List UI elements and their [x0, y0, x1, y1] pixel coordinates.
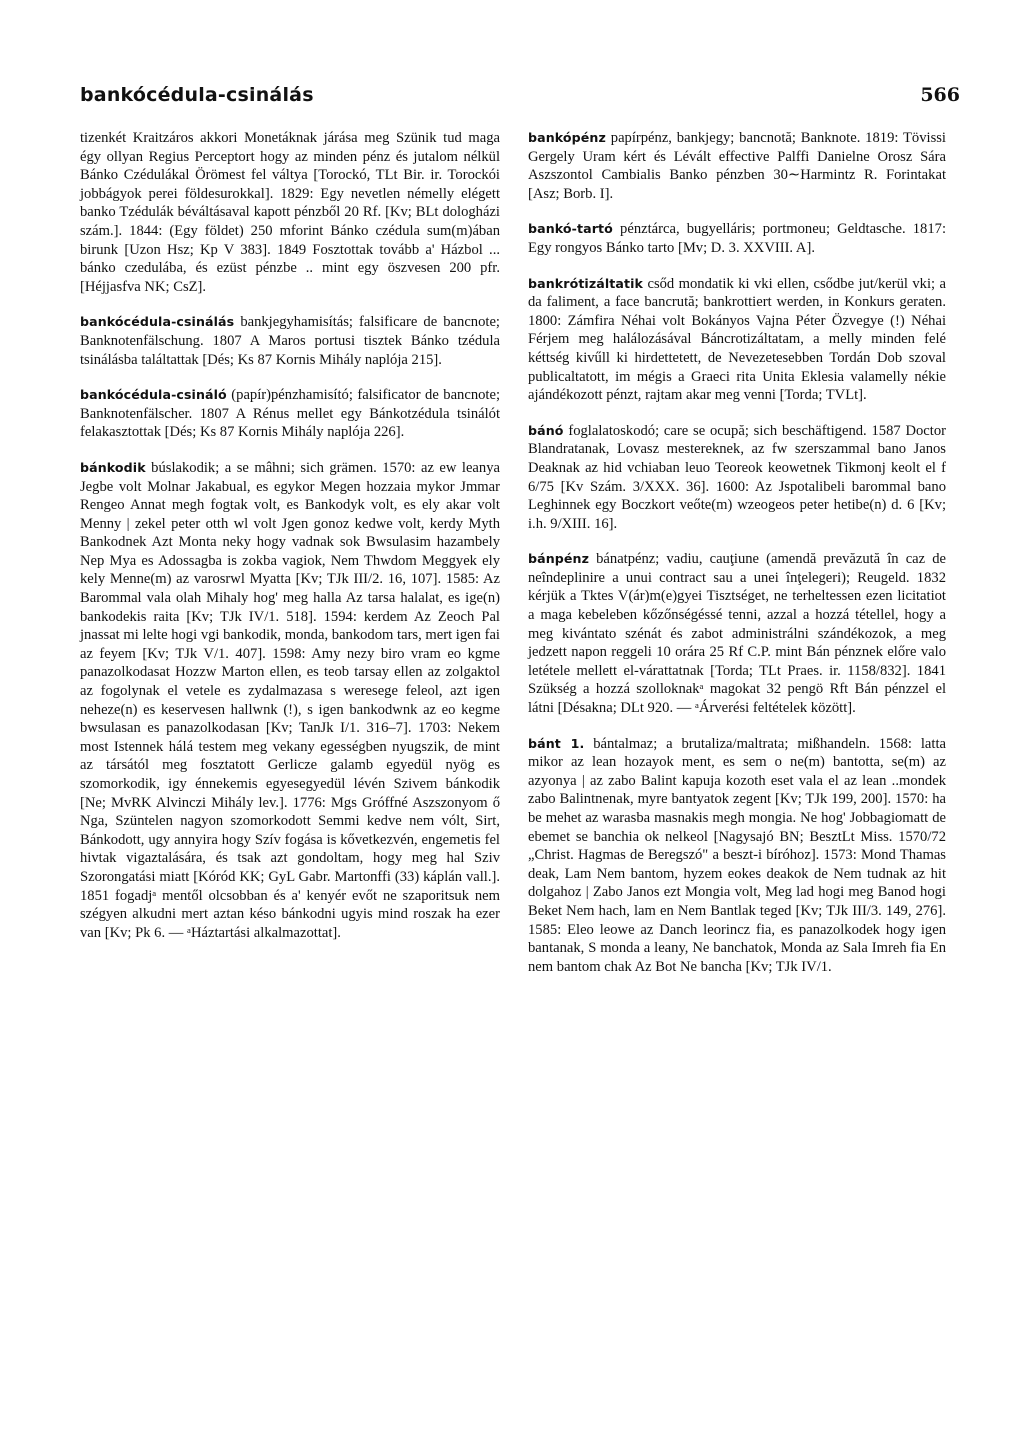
dictionary-entry [528, 550, 946, 717]
page-header [80, 84, 960, 114]
entry-headword: bánkodik [80, 459, 146, 475]
entry-text: bankjegyhamisítás; falsificare de bancnote; Banknotenfälschung. 1807 A Maros portusi tisztek Bánko tzédula tsinálásba találtattak [Dés; Ks 87 Kornis Mihály naplója 215]. [80, 314, 500, 368]
dictionary-entry [528, 422, 946, 534]
entry-headword: bankópénz [528, 130, 606, 145]
entry-headword: bánó [528, 422, 564, 438]
entry-text: tizenkét Kraitzáros akkori Monetáknak járása meg Szünik tud maga égy ollyan Regius Perceptort hogy az minden pénz és jutalom nélkül Bánko Czédulákal Örömest fel váltya [Torockó, TLt Bir. ir. Torockói jobbágyok perei földesurokkal]. 1829: Egy nevetlen némelly elégett banko Tzédulák béváltásaval kapott pénzből 20 Rf. [Kv; BLt dologházi szám.]. 1844: (Egy földet) 250 mforint Bánko czédula sum(m)ában birunk [Uzon Hsz; Kp V 383]. 1849 Fosztottak tovább a' Házbol ... bánko czedulába, és ezüst pénzbe .. mint egy öszvesen 200 pfr. [Héjjasfva NK; CsZ]. [80, 130, 500, 295]
dictionary-entry [528, 129, 946, 203]
page-number: 566 [920, 84, 960, 106]
dictionary-entry [528, 220, 946, 257]
entry-text: búslakodik; a se mâhni; sich grämen. 1570: az ew leanya Jegbe volt Molnar Jakabual, es egykor Megen hozzaia mykor Jmmar Rengeo Annat megh fogtak volt, es Bankodyk volt, es ely akar volt Menny | zekel peter otth wl volt Jgen gonoz kedwe volt, kerdy Myth Bankodnek Azt Monta neky hogy vadnak sok Bwsulasim hazambely Nep Mya es Adossagba is zokba vagiok, Nem Thwdom Meggyek ely kely Menne(m) az varosrwl Myatta [Kv; TJk III/2. 16, 107]. 1585: Az Barommal vala olah Mihaly hog' meg halla Az tarsa halalat, es ige(n) bankodekis raita [Kv; TJk IV/1. 518]. 1594: kerdem Az Zeoch Pal jnassat mi lelte hogi vgi bankodik, monda, bankodom tars, mert igen fai az feyem [Kv; TJk V/1. 407]. 1598: Amy nezy biro vram eo kgme panazolkodasat Hozzw Marton ellen, es teob tarsay ellen az zolgaktol az fogolynak el vetele es zydalmazasa s weresege feleol, azt igen neheze(n) es keservesen hallwnk (!), s igen bankodwnk az eo kegme bwsulasan es panazolkodasan [Kv; TanJk I/1. 316–7]. 1703: Nekem most Istennek hálá testem meg vekany egességben nyugszik, de mint az társától meg fosztatott Gerlicze galamb egyedül nyög es szomorkodik, igy énnekemis egyesegyedül lévén Szivem bánkodik [Ne; MvRK Alvinczi Mihály lev.]. 1776: Mgs Gróffné Aszszonyom ő Nga, Szüntelen nagyon szomorkodott Semmi kedve nem vólt, Sirt, Bánkodott, ugy annyira hogy Szív fogása is kővetkezvén, engemetis fel hivtak vigaztalására, és tsak azt gondoltam, hogy meg hal Sziv Szorongatási miatt [Kóród KK; GyL Gabr. Martonffi (33) káplán vall.]. 1851 fogadjᵃ mentől olcsobban és a' kenyér evőt ne szaporitsuk nem szégyen alkudni mert aztan késo bánkodni ugyis mind roszak ha ezer van [Kv; Pk 6. — ᵃHáztartási alkalmazottat]. [80, 459, 500, 941]
entry-text: bántalmaz; a brutaliza/maltrata; mißhandeln. 1568: latta mikor az lean hozayok ment, es sem o ne(m) bantotta, se(m) az azyonya | az zabo Balint kapuja kozoth eset vala el az lean ..mondek zabo Balintnenak, myre bantyatok zegent [Kv; TJk 199, 200]. 1570: ha be mehet az warasba masnakis megh mongia. Ne hog' Jobbagiomatt de ebemet se banchia ok nelkeol [Nagysajó BN; BesztLt Miss. 1570/72 „Christ. Hagmas de Beregszó" a beszt-i bíróhoz]. 1573: Mond Thamas deak, Lam Nem bantom, hyzem eokes deakok de Nem tudnak az hit dolgahoz | Zabo Janos ezt Mongia volt, Meg lad hogi meg Banod hogi Beket Nem hach, lam en Nem Bantlak teged [Kv; TJk III/3. 149, 276]. 1585: Eleo leowe az Danch leorincz fia, es panazolkodek hogy igen bantanak, S monda a leany, Ne banchatok, Monda az Sala Imreh fia En nem bantom chak Az Bot Ne bancha [Kv; TJk IV/1. [528, 735, 946, 975]
entry-text: papírpénz, bankjegy; bancnotă; Banknote. 1819: Tövissi Gergely Uram kért és Lévált effective Palffi Danielne Orosz Sára Aszszontol Cambialis Banko pénzben 30∼Harmintz R. Forintakat [Asz; Borb. I]. [528, 130, 946, 202]
dictionary-entry [80, 459, 500, 942]
right-column [528, 129, 946, 993]
running-head: bankócédula-csinálás [80, 84, 314, 106]
entry-text: foglalatoskodó; care se ocupă; sich beschäftigend. 1587 Doctor Blandratanak, Lovasz mestereknek, az fw szerszammal bano Janos Deaknak az hid vchiaban leuo Teoreok keowetnek Tikmonj keolt el f 6/75 [Kv Szám. 3/XXX. 36]. 1600: Az Jspotalibeli barommal bano Leghinnek egy Boczkort veőte(m) wzeogeos peter hetibe(n) d. 6 [Kv; i.h. 9/XIII. 16]. [528, 422, 946, 532]
entry-headword: bankócédula-csináló [80, 387, 227, 403]
dictionary-entry [80, 129, 500, 296]
entry-text: (papír)pénzhamisító; falsificator de bancnote; Banknotenfälscher. 1807 A Rénus mellet egy Bánkotzédula tsinálót felakasztottak [Dés; Ks 87 Kornis Mihály naplója 226]. [80, 387, 500, 441]
entry-text: csőd mondatik ki vki ellen, csődbe jut/kerül vki; a da faliment, a face bancrută; bankrottiert werden, in Konkurs geraten. 1800: Zámfira Néhai volt Bokányos Vajna Péter Özvegye (!) Néhai Férjem meg halálozásával Báncrotizáltatam, a melly minden felé kéttség kivűll ki hirdettetett, de Nevezetesebben Tordán Dob szoval publicaltatott, im mégis a Graeci rita Unita Eklesia valamelly nékie ajándékozott pénzt, rajtam akar meg venni [Torda; TVLt]. [528, 275, 946, 404]
dictionary-entry [80, 313, 500, 369]
dictionary-entry [528, 735, 946, 977]
entry-headword: bankócédula-csinálás [80, 314, 235, 330]
entry-text: pénztárca, bugyelláris; portmoneu; Geldtasche. 1817: Egy rongyos Bánko tarto [Mv; D. 3. XXVIII. A]. [528, 221, 947, 256]
entry-headword: bankrótizáltatik [528, 275, 644, 291]
entry-headword: bánt 1. [528, 735, 585, 751]
entry-headword: bánpénz [528, 551, 590, 567]
dictionary-entry [528, 275, 946, 405]
dictionary-entry [80, 386, 500, 442]
left-column [80, 129, 500, 959]
entry-headword: bankó-tartó [528, 221, 613, 237]
entry-text: bánatpénz; vadiu, cauţiune (amendă prevăzută în caz de neîndeplinire a unui contract sau a unei înţelegeri); Reugeld. 1832 kérjük a Tktes V(ár)m(e)gyei Tisztséget, ne terheltessen ezen licitatiot a maga kebeleben kőzőnségéssé tenni, azzal a hozzá tétellel, hogy a meg kivántato szénát és zabot administrálni szándékozok, a meg jedzett napon reggeli 10 orára 25 Rf C.P. mint Bán pénznek előre valo letétele mellett el-várattatnak [Torda; TLt Praes. ir. 1158/832]. 1841 Szükség a hozzá szolloknakᵃ magokat 32 pengö Rft Bán pénzzel el látni [Désakna; DLt 920. — ᵃÁrverési feltételek között]. [528, 551, 946, 717]
